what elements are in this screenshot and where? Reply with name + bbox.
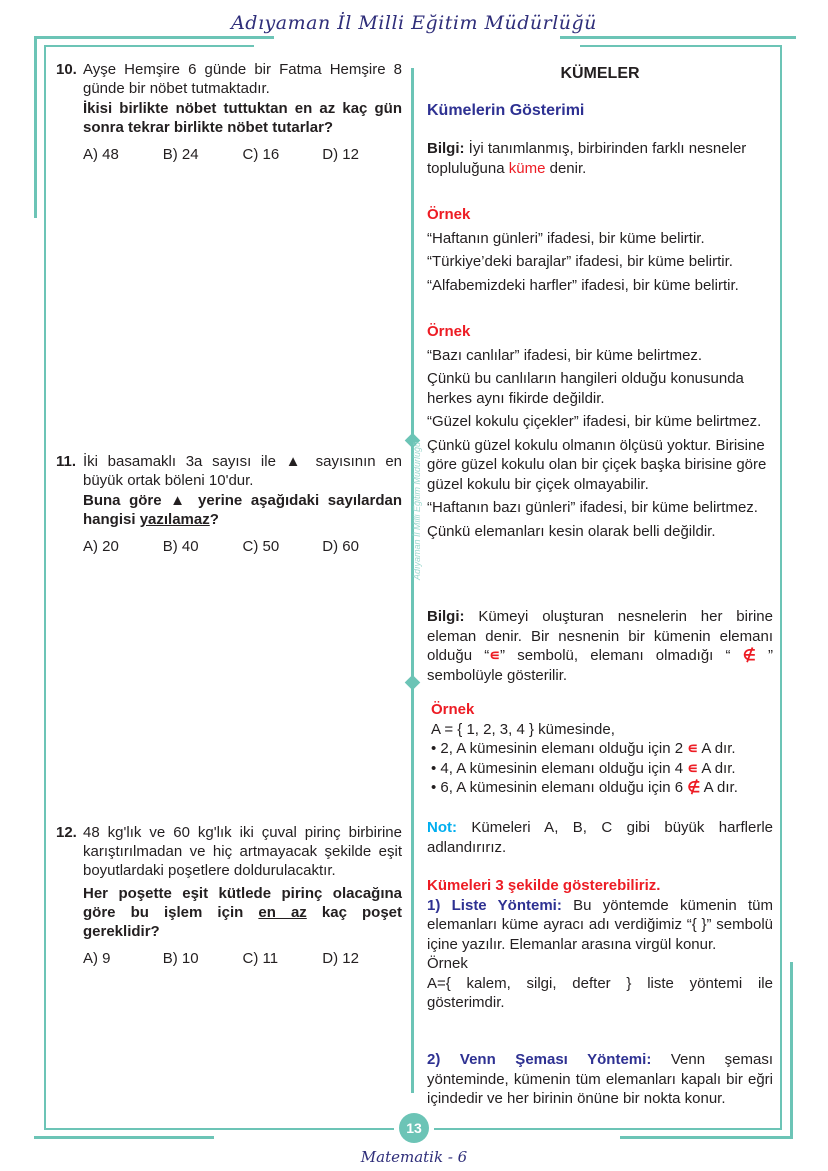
question-10 — [56, 60, 402, 164]
question-12 — [56, 823, 402, 968]
example-label: Örnek — [427, 323, 471, 340]
option-b[interactable]: B) 10 — [162, 950, 199, 967]
frame-left-line — [44, 45, 46, 1128]
info-definition: Bilgi: İyi tanımlanmış, birbirinden farklı nesneler topluluğuna küme denir. — [427, 140, 747, 177]
question-prompt: Her poşette eşit kütlede pirinç olacağına göre bu işlem için en az kaç poşet gereklidir? — [83, 885, 402, 940]
venn-block: 2) Venn Şeması Yöntemi: Venn şeması yönteminde, kümenin tüm elemanları kapalı bir eğri içindedir ve her birinin önüne bir nokta konur. — [427, 1051, 773, 1107]
option-a[interactable]: A) 9 — [83, 950, 111, 967]
example-block-2: Örnek “Bazı canlılar” ifadesi, bir küme belirtmez. Çünkü bu canlıların hangileri olduğu konusunda herkes aynı fikirde değildir. “Güzel kokulu çiçekler” ifadesi, bir küme belirtmez. Çünkü güzel kokulu olmanın ölçüsü yoktur. Birisine göre güzel kokulu olan bir çiçek başka birisine göre güzel kokulu bir çiçek olmayabilir. “Haftanın bazı günleri” ifadesi, bir küme belirtmez. Çünkü elemanları kesin olarak belli değildir. — [427, 322, 773, 541]
question-number: 12. — [56, 824, 77, 841]
section-subtitle: Kümelerin Gösterimi — [427, 102, 585, 119]
answer-options — [83, 537, 402, 556]
page-footer-subject: Matematik - 6 — [360, 1148, 468, 1166]
side-watermark: Adıyaman İl Milli Eğitim Müdürlüğü — [412, 441, 422, 580]
question-prompt: Buna göre ▲ yerine aşağıdaki sayılardan hangisi yazılamaz? — [83, 492, 402, 528]
page-number-badge: 13 — [399, 1113, 429, 1143]
example-label: Örnek — [431, 701, 475, 718]
frame-bottom-line — [34, 1136, 214, 1139]
option-a[interactable]: A) 20 — [83, 538, 119, 555]
option-c[interactable]: C) 11 — [242, 950, 279, 967]
frame-bottom-line — [620, 1136, 793, 1139]
frame-top-line — [44, 45, 254, 47]
question-prompt: İkisi birlikte nöbet tuttuktan en az kaç gün sonra tekrar birlikte nöbet tutarlar? — [83, 100, 402, 136]
example-label: Örnek — [427, 206, 471, 223]
column-divider — [411, 68, 414, 1093]
frame-left-line — [34, 36, 37, 218]
answer-options — [83, 949, 402, 968]
question-stem: 48 kg'lık ve 60 kg'lık iki çuval pirinç birbirine karıştırılmadan ve hiç artmayacak şekilde eşit boyutlardaki poşetlere doldurulacaktır. — [83, 824, 402, 879]
question-number: 10. — [56, 61, 77, 78]
option-c[interactable]: C) 16 — [242, 146, 280, 163]
frame-right-line — [790, 962, 793, 1138]
answer-options — [83, 145, 402, 164]
methods-title: Kümeleri 3 şekilde gösterebiliriz. — [427, 877, 661, 894]
question-11 — [56, 452, 402, 556]
question-stem: Ayşe Hemşire 6 günde bir Fatma Hemşire 8 günde bir nöbet tutmaktadır. — [83, 61, 402, 97]
frame-bottom-line — [44, 1128, 394, 1130]
divider-diamond — [405, 675, 421, 691]
frame-top-line — [34, 36, 274, 39]
option-d[interactable]: D) 12 — [322, 950, 359, 967]
option-a[interactable]: A) 48 — [83, 146, 119, 163]
option-b[interactable]: B) 24 — [162, 146, 199, 163]
page-header-title: Adıyaman İl Milli Eğitim Müdürlüğü — [231, 12, 597, 34]
methods-block: Kümeleri 3 şekilde gösterebiliriz. 1) Liste Yöntemi: Bu yöntemde kümenin tüm elemanları küme ayracı adı verdiğimiz “{ }” sembolü içine yazılır. Elemanlar arasına virgül konur. Örnek A={ kalem, silgi, defter } liste yöntemi ile gösterimdir. — [427, 877, 773, 1011]
frame-right-line — [780, 45, 782, 1128]
topic-title: KÜMELER — [560, 65, 640, 82]
note-block: Not: Kümeleri A, B, C gibi büyük harflerle adlandırırız. — [427, 819, 773, 856]
option-c[interactable]: C) 50 — [242, 538, 280, 555]
question-number: 11. — [56, 453, 77, 470]
option-d[interactable]: D) 60 — [322, 538, 359, 555]
frame-top-line — [560, 36, 796, 39]
option-b[interactable]: B) 40 — [162, 538, 199, 555]
info-element: Bilgi: Kümeyi oluşturan nesnelerin her birine eleman denir. Bir nesnenin bir kümenin elemanı olduğu “∊” sembolü, elemanı olmadığı “ ∉ ” sembolüyle gösterilir. — [427, 608, 773, 684]
question-stem: İki basamaklı 3a sayısı ile ▲ sayısının en büyük ortak böleni 10'dur. — [83, 453, 402, 489]
example-block-3: Örnek A = { 1, 2, 3, 4 } kümesinde, • 2, A kümesinin elemanı olduğu için 2 ∊ A dır. • 4, A kümesinin elemanı olduğu için 4 ∊ A dır. • 6, A kümesinin elemanı olduğu için 6 ∉ A dır. — [431, 700, 777, 798]
frame-bottom-line — [434, 1128, 782, 1130]
example-block-1: Örnek “Haftanın günleri” ifadesi, bir küme belirtir. “Türkiye’deki barajlar” ifadesi, bir küme belirtir. “Alfabemizdeki harfler” ifadesi, bir küme belirtir. — [427, 205, 773, 295]
frame-top-line — [580, 45, 780, 47]
option-d[interactable]: D) 12 — [322, 146, 359, 163]
